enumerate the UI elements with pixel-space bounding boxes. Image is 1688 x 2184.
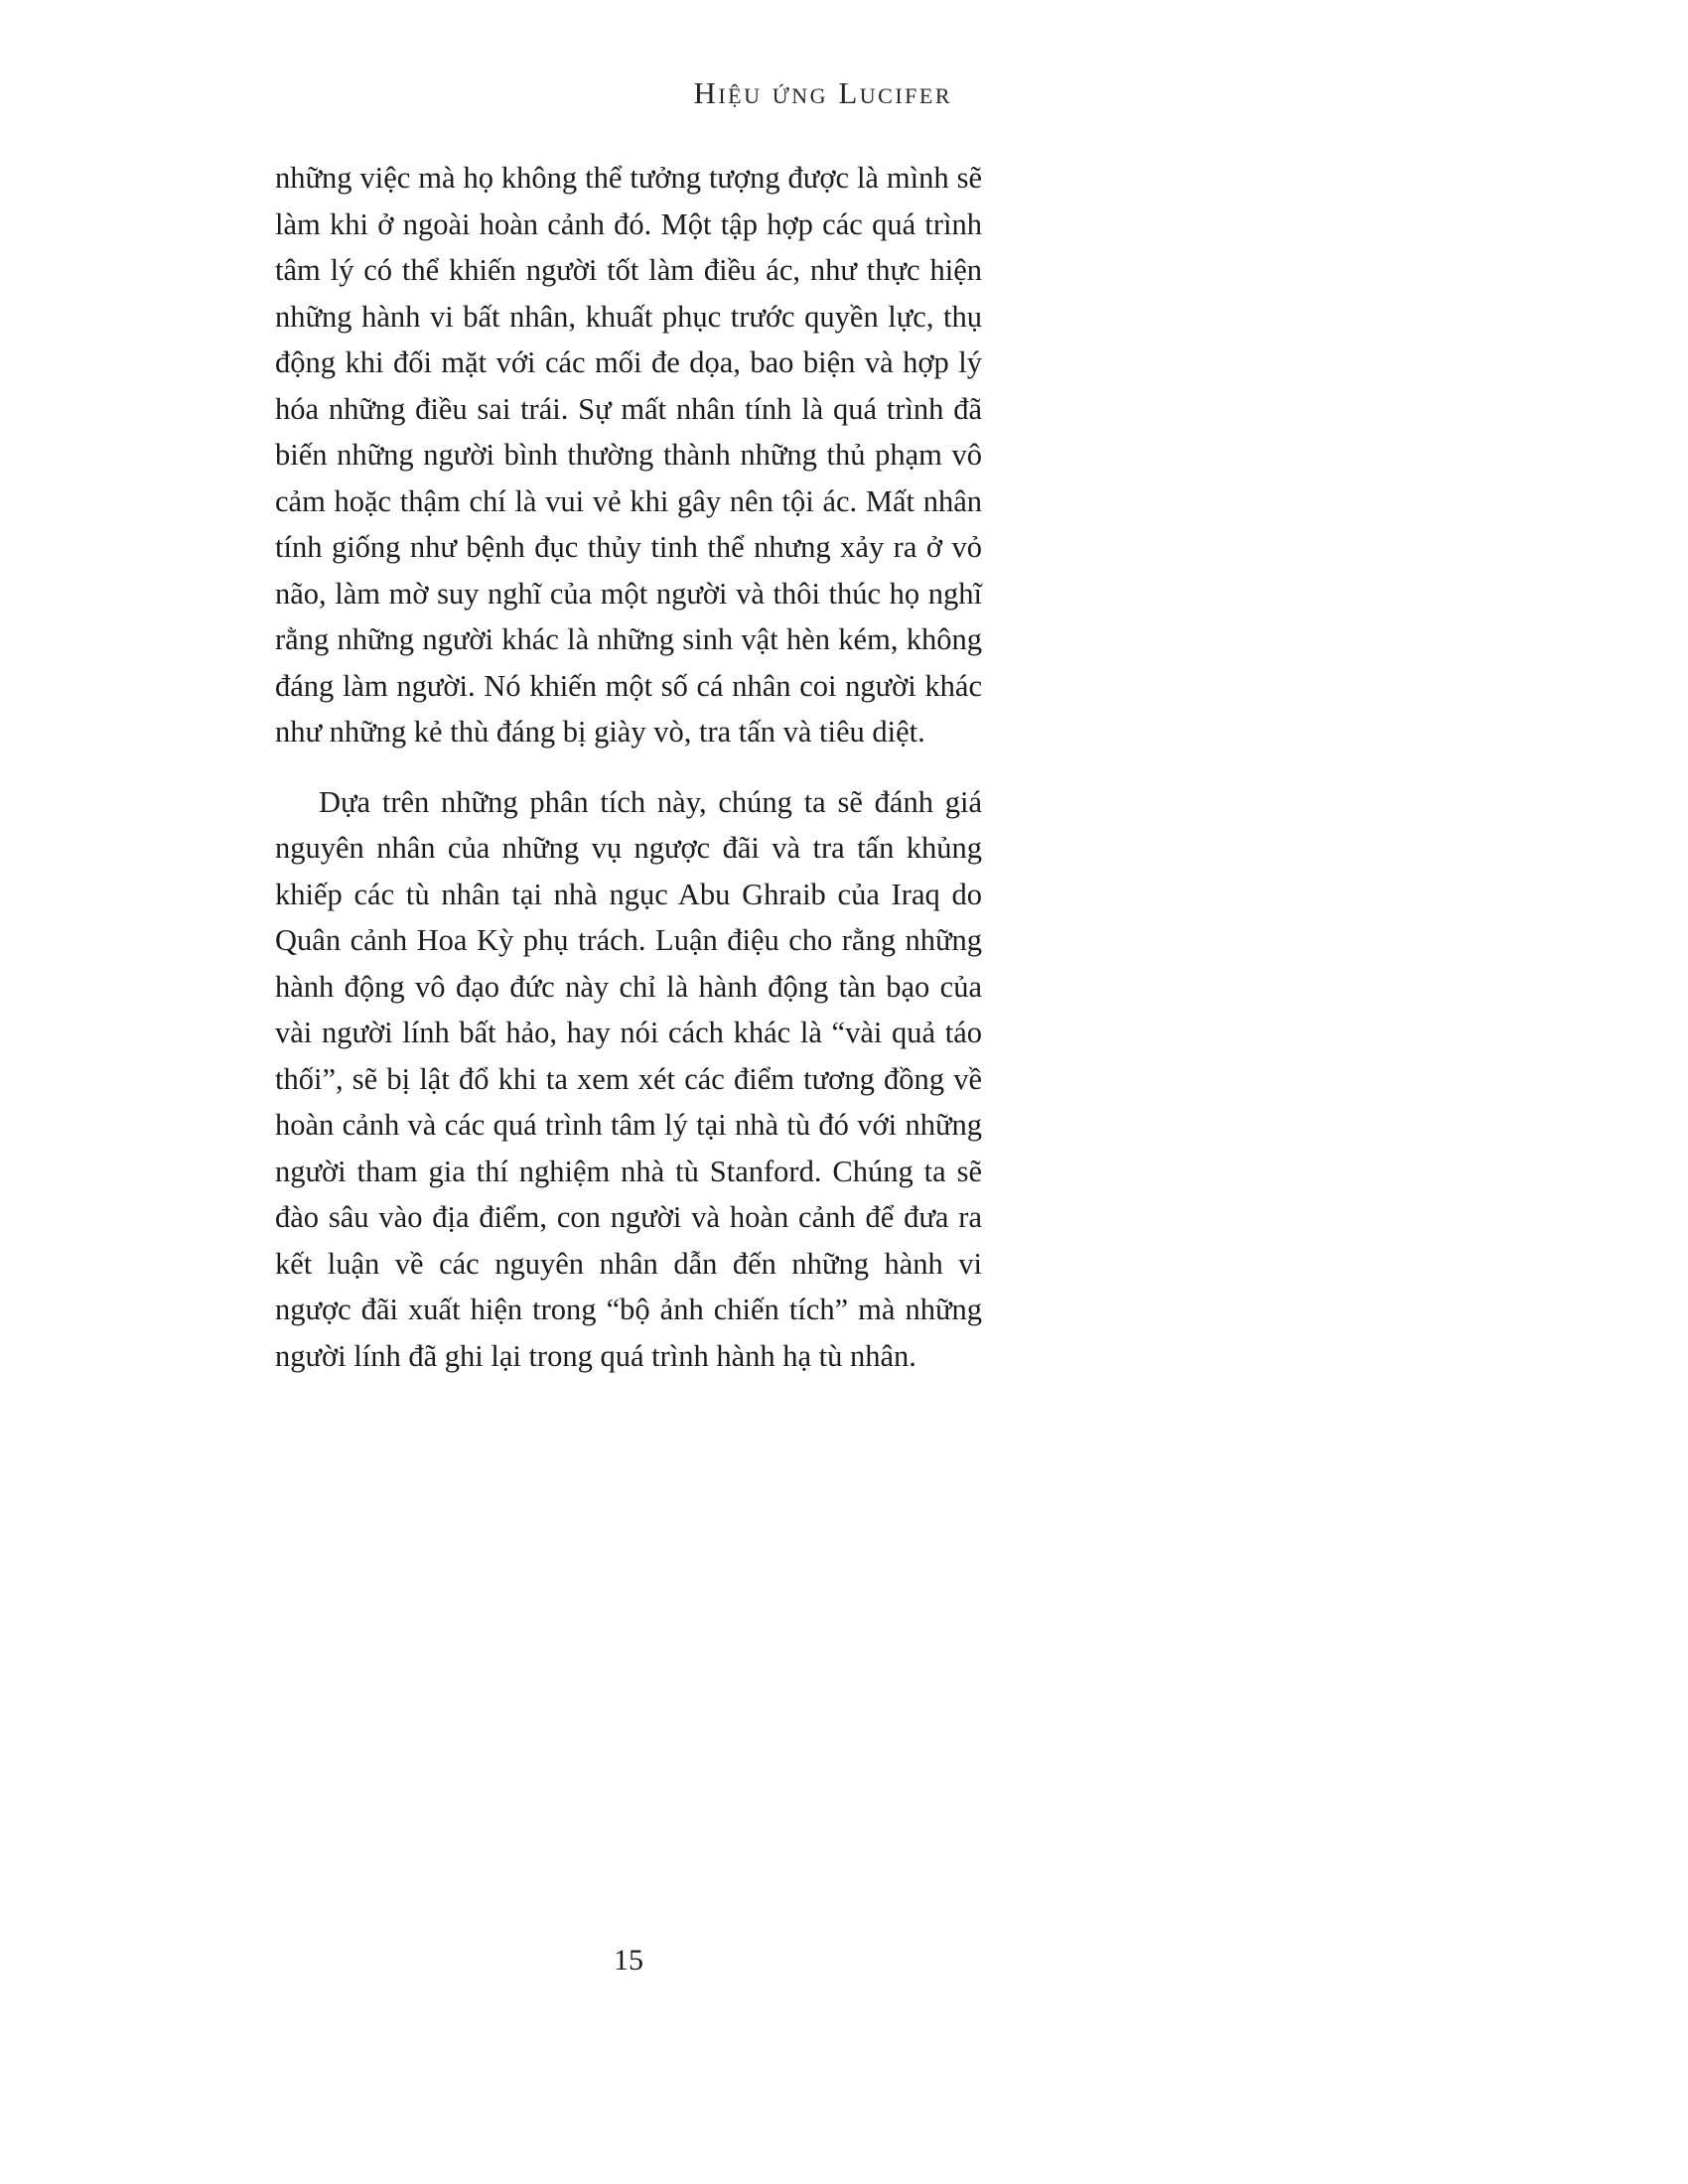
paragraph: những việc mà họ không thể tưởng tượng được là mình sẽ làm khi ở ngoài hoàn cảnh đó. Một tập hợp các quá trình tâm lý có thể khiến người tốt làm điều ác, như thực hiện những hành vi bất nhân, khuất phục trước quyền lực, thụ động khi đối mặt với các mối đe dọa, bao biện và hợp lý hóa những điều sai trái. Sự mất nhân tính là quá trình đã biến những người bình thường thành những thủ phạm vô cảm hoặc thậm chí là vui vẻ khi gây nên tội ác. Mất nhân tính giống như bệnh đục thủy tinh thể nhưng xảy ra ở vỏ não, làm mờ suy nghĩ của một người và thôi thúc họ nghĩ rằng những người khác là những sinh vật hèn kém, không đáng làm người. Nó khiến một số cá nhân coi người khác như những kẻ thù đáng bị giày vò, tra tấn và tiêu diệt.	[275, 161, 982, 749]
running-header: Hiệu ứng Lucifer	[693, 75, 952, 110]
paragraph: Dựa trên những phân tích này, chúng ta sẽ đánh giá nguyên nhân của những vụ ngược đãi và tra tấn khủng khiếp các tù nhân tại nhà ngục Abu Ghraib của Iraq do Quân cảnh Hoa Kỳ phụ trách. Luận điệu cho rằng những hành động vô đạo đức này chỉ là hành động tàn bạo của vài người lính bất hảo, hay nói cách khác là “vài quả táo thối”, sẽ bị lật đổ khi ta xem xét các điểm tương đồng về hoàn cảnh và các quá trình tâm lý tại nhà tù đó với những người tham gia thí nghiệm nhà tù Stanford. Chúng ta sẽ đào sâu vào địa điểm, con người và hoàn cảnh để đưa ra kết luận về các nguyên nhân dẫn đến những hành vi ngược đãi xuất hiện trong “bộ ảnh chiến tích” mà những người lính đã ghi lại trong quá trình hành hạ tù nhân.	[275, 784, 982, 1373]
page-number: 15	[614, 1944, 643, 1977]
page-body	[275, 155, 982, 1379]
